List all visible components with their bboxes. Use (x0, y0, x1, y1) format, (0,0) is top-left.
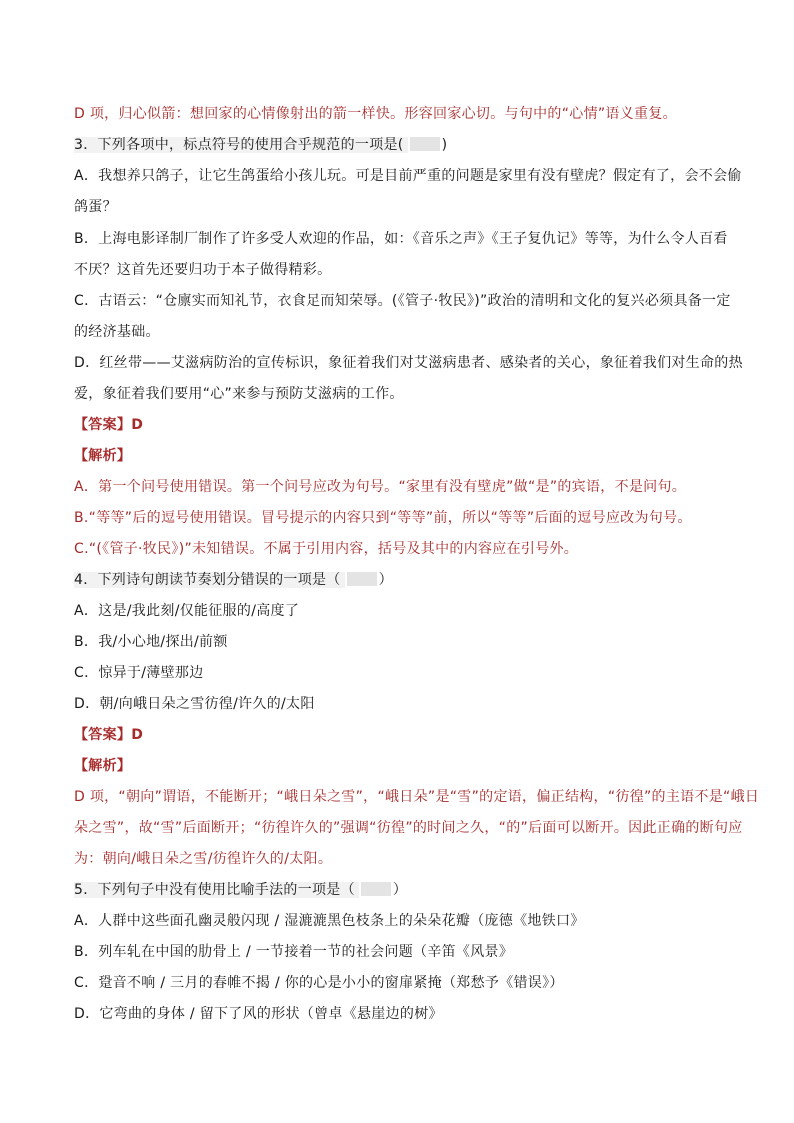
answer-blank (410, 137, 440, 151)
answer-tag (74, 725, 143, 745)
option-line (74, 353, 743, 373)
line-text: 【解析】 (74, 448, 132, 464)
line-text: C．古语云：“仓廪实而知礼节，衣食足而知荣辱。(《管子·牧民》)”政治的清明和文化的复兴必须具备一定 (74, 293, 731, 309)
option-line (74, 322, 160, 342)
explanation-line (74, 104, 677, 124)
question-stem (74, 880, 407, 900)
explanation-line (74, 539, 578, 559)
line-text: D 项，“朝向”谓语，不能断开；“峨日朵之雪”，“峨日朵”是“雪”的定语，偏正结构，“彷徨”的主语不是“峨日 (74, 789, 760, 805)
explanation-line (74, 787, 759, 807)
line-text: 5．下列句子中没有使用比喻手法的一项是（ (74, 882, 359, 898)
line-text: C．跫音不响 / 三月的春帷不揭 / 你的心是小小的窗扉紧掩（郑愁予《错误》） (74, 975, 564, 991)
line-text: B．我/小心地/探出/前额 (74, 634, 228, 650)
option-line (74, 973, 564, 993)
question-stem (74, 135, 447, 155)
answer-tag (74, 756, 131, 776)
line-text: D．它弯曲的身体 / 留下了风的形状（曾卓《悬崖边的树》 (74, 1006, 443, 1022)
option-line (74, 1004, 443, 1024)
line-text: 4．下列诗句朗读节奏划分错误的一项是（ (74, 572, 345, 588)
explanation-line (74, 818, 743, 838)
line-text: 【解析】 (74, 758, 132, 774)
explanation-line (74, 477, 686, 497)
explanation-line (74, 849, 332, 869)
line-text: 为：朝向/峨日朵之雪/彷徨许久的/太阳。 (74, 851, 333, 867)
option-line (74, 601, 299, 621)
line-tail: ) (441, 137, 448, 153)
line-text: B．列车轧在中国的肋骨上 / 一节接着一节的社会问题（辛笛《风景》 (74, 944, 514, 960)
line-text: C．惊异于/薄壁那边 (74, 665, 204, 681)
line-text: D．朝/向峨日朵之雪彷徨/许久的/太阳 (74, 696, 315, 712)
option-line (74, 384, 404, 404)
option-line (74, 632, 228, 652)
question-stem (74, 570, 393, 590)
explanation-line (74, 508, 692, 528)
line-text: B．上海电影译制厂制作了许多受人欢迎的作品，如：《音乐之声》《王子复仇记》等等，为什么令人百看 (74, 231, 728, 247)
answer-blank (347, 572, 377, 586)
line-tail: ） (378, 572, 393, 588)
line-text: D 项，归心似箭：想回家的心情像射出的箭一样快。形容回家心切。与句中的“心情”语义重复。 (74, 106, 677, 122)
line-text: D．红丝带——艾滋病防治的宣传标识，象征着我们对艾滋病患者、感染者的关心，象征着我们对生命的热 (74, 355, 743, 371)
option-line (74, 166, 742, 186)
line-text: B.“等等”后的逗号使用错误。冒号提示的内容只到“等等”前，所以“等等”后面的逗号应改为句号。 (74, 510, 692, 526)
option-line (74, 229, 728, 249)
option-line (74, 291, 731, 311)
option-line (74, 197, 117, 217)
answer-tag (74, 446, 131, 466)
option-line (74, 694, 315, 714)
option-line (74, 663, 204, 683)
option-line (74, 942, 513, 962)
line-text: 的经济基础。 (74, 324, 160, 340)
line-text: A．人群中这些面孔幽灵般闪现 / 湿漉漉黑色枝条上的朵朵花瓣（庞德《地铁口》 (74, 913, 585, 929)
line-text: 朵之雪”，故“雪”后面断开；“彷徨许久的”强调“彷徨”的时间之久，“的”后面可以断开。因此正确的断句应 (74, 820, 743, 836)
line-tail: ） (392, 882, 408, 898)
line-text: 【答案】D (74, 727, 144, 743)
line-text: 爱，象征着我们要用“心”来参与预防艾滋病的工作。 (74, 386, 404, 402)
line-text: A．我想养只鸽子，让它生鸽蛋给小孩儿玩。可是目前严重的问题是家里有没有壁虎？假定有了，会不会偷 (74, 168, 742, 184)
line-text: A．第一个问号使用错误。第一个问号应改为句号。“家里有没有壁虎”做“是”的宾语，不是问句。 (74, 479, 687, 495)
answer-blank (361, 882, 391, 896)
option-line (74, 911, 585, 931)
option-line (74, 260, 331, 280)
line-text: 3．下列各项中，标点符号的使用合乎规范的一项是( (74, 137, 408, 153)
line-text: 【答案】D (74, 417, 144, 433)
line-text: A．这是/我此刻/仅能征服的/高度了 (74, 603, 300, 619)
line-text: 不厌？这首先还要归功于本子做得精彩。 (74, 262, 332, 278)
line-text: C.“(《管子·牧民》)”未知错误。不属于引用内容，括号及其中的内容应在引号外。 (74, 541, 579, 557)
answer-tag (74, 415, 143, 435)
line-text: 鸽蛋？ (74, 199, 117, 215)
